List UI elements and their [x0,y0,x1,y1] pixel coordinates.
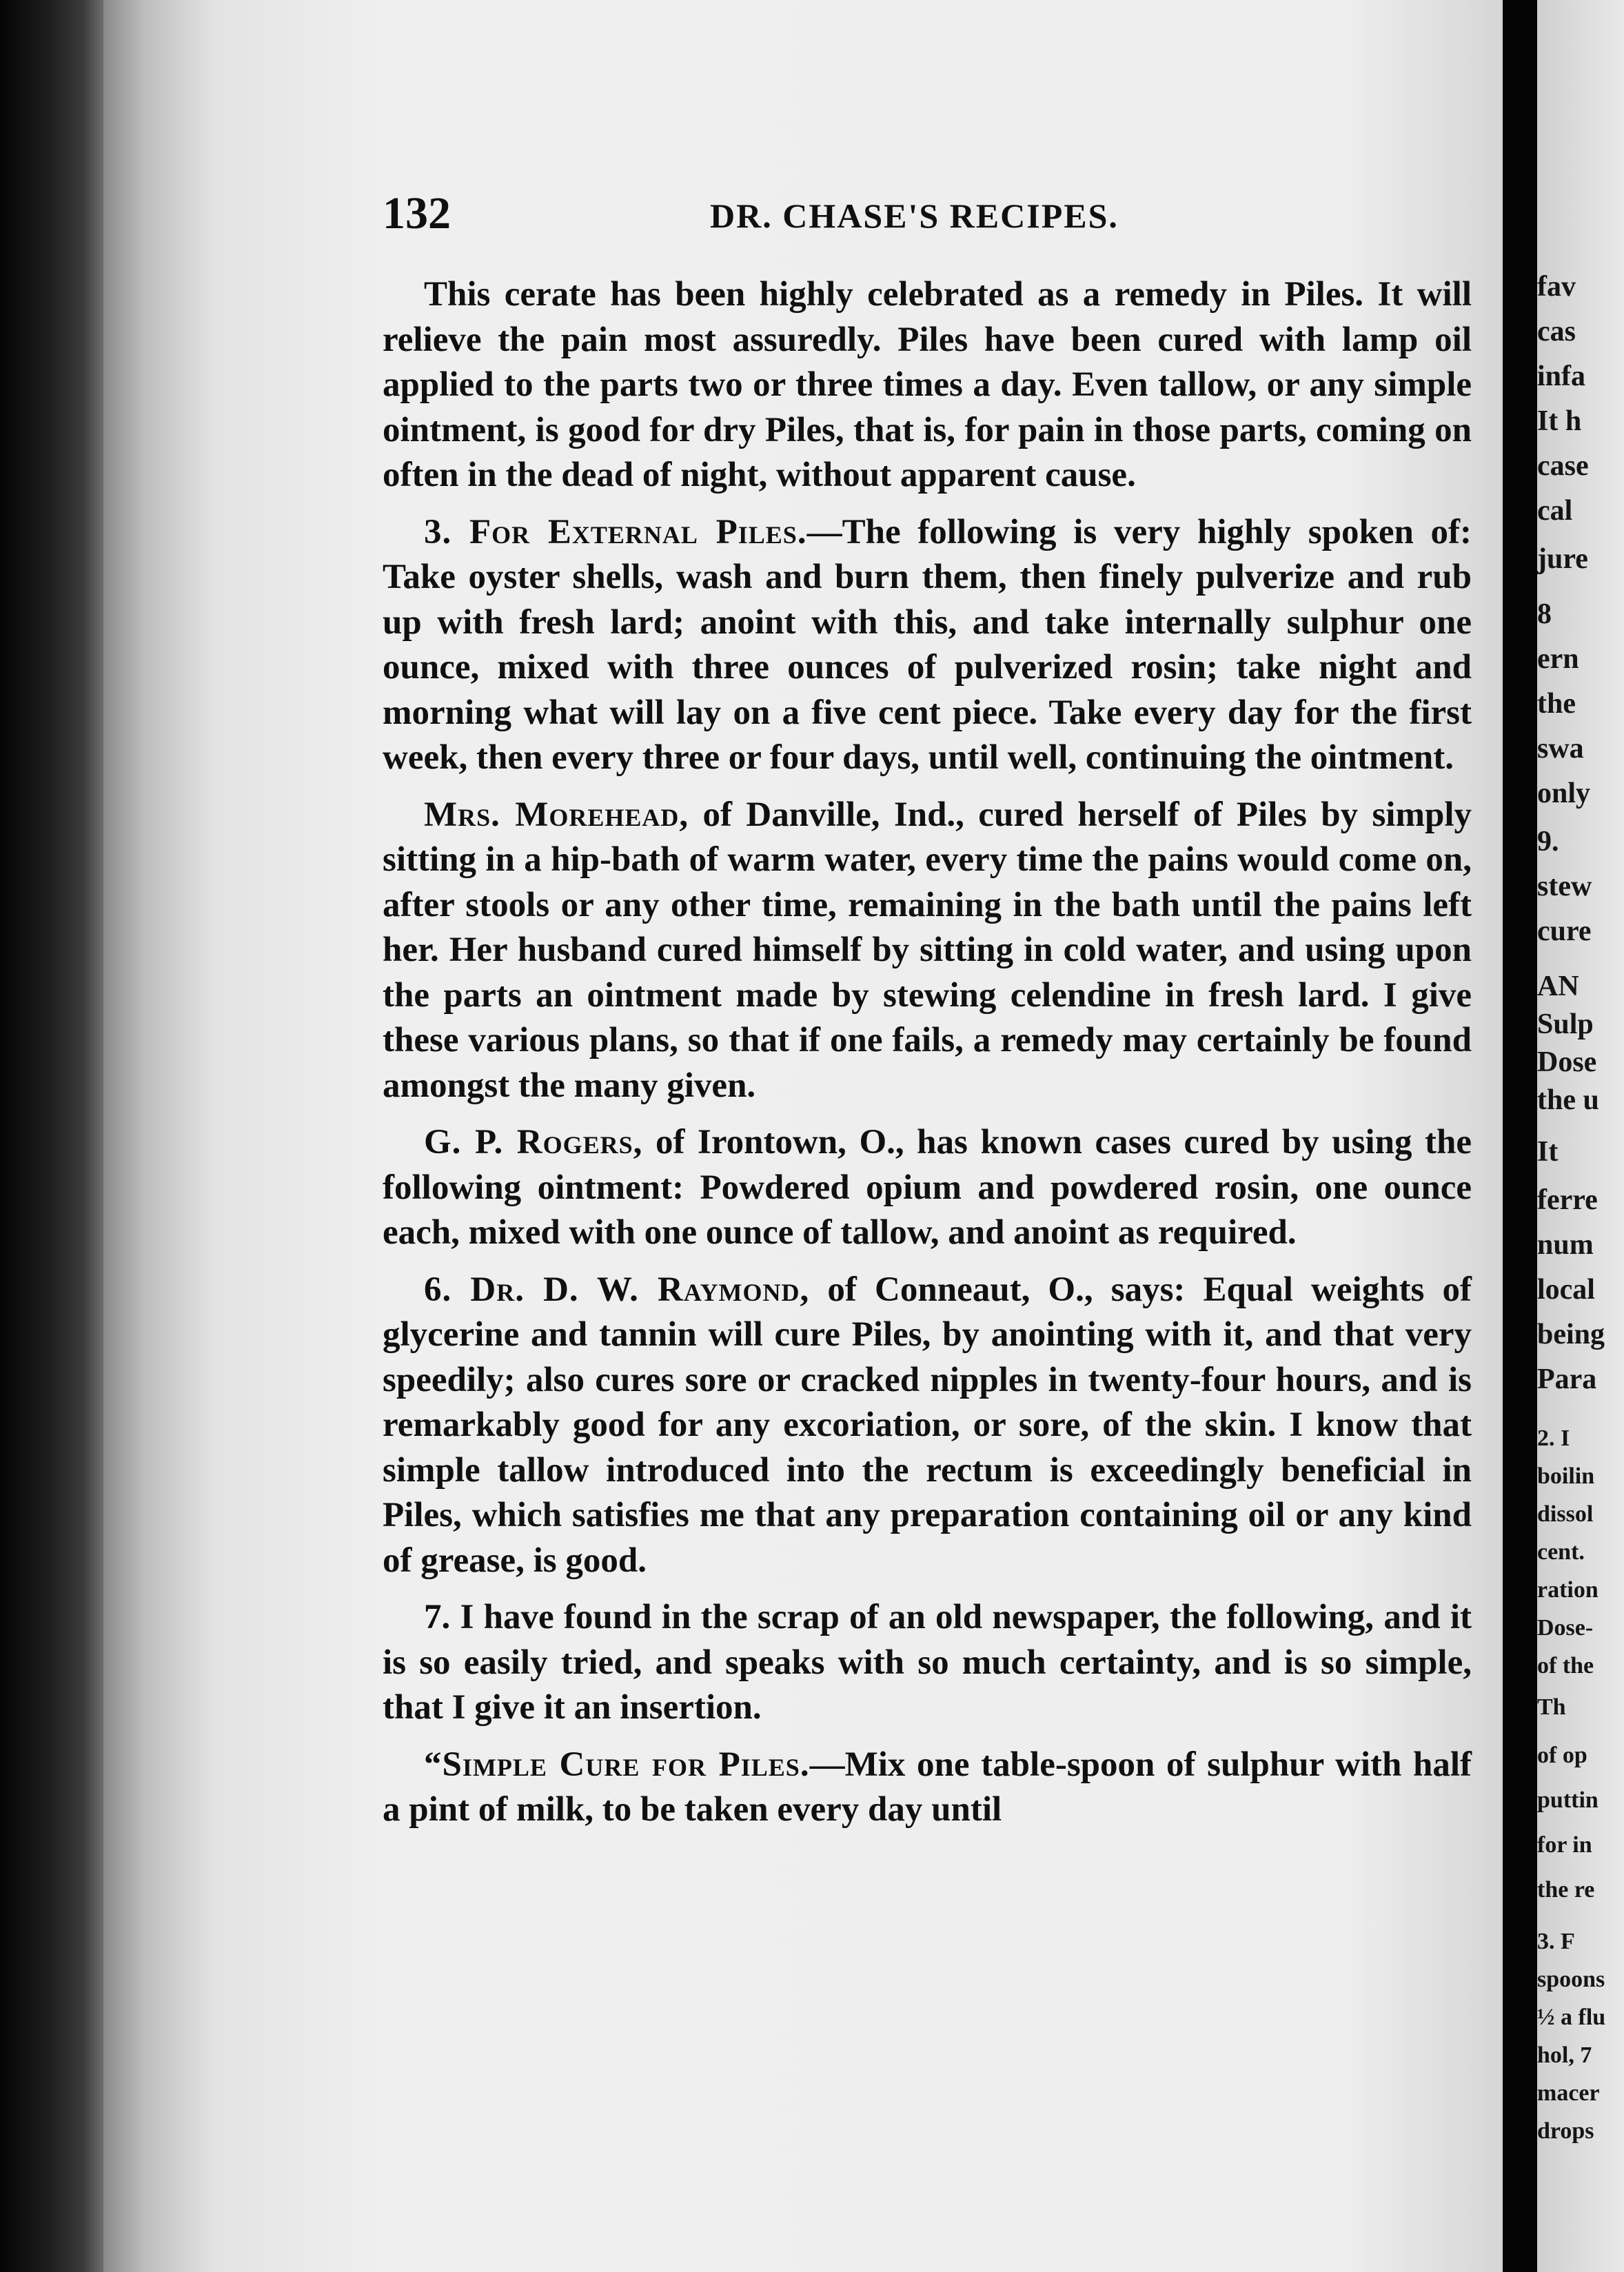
facing-page-fragment: Sulp [1537,1008,1594,1040]
paragraph-text: of Danville, Ind., cured herself of Piles by simply sitting in a hip-bath of warm water, every time the pains would come on, after stools or any other time, remaining in the bath until the pains left her. Her husband cured himself by sitting in cold water, and using upon the parts an ointment made by stewing celendine in fresh lard. I give these various plans, so that if one fails, a remedy may certainly be found amongst the many given. [383,795,1472,1105]
facing-page-fragment: macer [1537,2080,1600,2106]
page-number: 132 [383,188,451,239]
paragraph-text: —The following is very highly spoken of: Take oyster shells, wash and burn them, then finely pulverize and rub up with fresh lard; anoint with this, and take internally sulphur one ounce, mixed with three ounces of pulverized rosin; take night and morning what will lay on a five cent piece. Take every day for the first week, then every three or four days, until well, continuing the ointment. [383,512,1472,777]
facing-page-fragment: 3. F [1537,1929,1575,1954]
facing-page-fragment: Dose- [1537,1615,1594,1641]
facing-page-fragment: Para [1537,1363,1597,1395]
paragraph-rogers [383,1120,1472,1256]
paragraph-text: 7. I have found in the scrap of an old newspaper, the following, and it is so easily tried, and speaks with so much certainty, and is so simple, that I give it an insertion. [383,1598,1472,1727]
facing-page-fragment: dissol [1537,1501,1594,1527]
facing-page-fragment: ferre [1537,1184,1598,1216]
facing-page-fragment: spoons [1537,1967,1605,1992]
paragraph-raymond [383,1268,1472,1584]
recipe-text [383,272,1472,1845]
facing-page-fragment: ½ a flu [1537,2005,1606,2030]
facing-page-fragment: for in [1537,1832,1592,1858]
facing-page-fragment: It h [1537,405,1582,437]
paragraph-newspaper [383,1595,1472,1731]
paragraph-morehead [383,793,1472,1109]
paragraph-text: —Mix one table-spoon of sulphur with half a pint of milk, to be taken every day until [383,1745,1472,1829]
facing-page-fragment: the re [1537,1877,1595,1903]
facing-page-fragment: Th [1537,1694,1566,1720]
book-spine [0,0,103,2272]
paragraph-lead: G. P. Rogers, [424,1123,643,1162]
page-header [103,186,1503,248]
paragraph-simple-cure [383,1743,1472,1833]
paragraph-external-piles [383,510,1472,781]
facing-page-fragment: num [1537,1229,1594,1261]
facing-page-fragment: swa [1537,733,1584,764]
facing-page-fragment: drops [1537,2118,1594,2144]
facing-page-fragment: only [1537,778,1591,809]
facing-page-fragment: boilin [1537,1463,1595,1489]
facing-page-fragment: cal [1537,495,1573,527]
facing-page-fragment: hol, 7 [1537,2042,1592,2068]
facing-page-fragment: cent. [1537,1539,1585,1565]
facing-page-fragment: 9. [1537,826,1559,858]
facing-page-fragment: Dose [1537,1046,1597,1078]
paragraph-lead: Mrs. Morehead, [424,795,689,834]
facing-page-fragment: being [1537,1319,1605,1350]
facing-page-fragment: 2. I [1537,1426,1570,1451]
facing-page-fragment: puttin [1537,1787,1598,1813]
facing-page-fragment: local [1537,1274,1595,1306]
facing-page-fragment: infa [1537,361,1586,392]
facing-page-edge [1537,0,1624,2272]
facing-page-fragment: AN [1537,971,1579,1002]
paragraph-lead: 6. Dr. D. W. Raymond, [424,1270,810,1309]
running-head: DR. CHASE'S RECIPES. [710,196,1119,235]
facing-page-fragment: of op [1537,1743,1587,1768]
facing-page-fragment: ration [1537,1577,1598,1603]
paragraph-cerate [383,272,1472,498]
paragraph-text: This cerate has been highly celebrated as a remedy in Piles. It will relieve the pain most assuredly. Piles have been cured with lamp oil applied to the parts two or three times a day. Even tallow, or any simple ointment, is good for dry Piles, that is, for pain in those parts, coming on often in the dead of night, without apparent cause. [383,275,1472,494]
facing-page-fragment: ern [1537,643,1579,675]
facing-page-fragment: of the [1537,1653,1594,1678]
facing-page-fragment: case [1537,450,1589,482]
paragraph-text: of Conneaut, O., says: Equal weights of glycerine and tannin will cure Piles, by anointing with it, and that very speedily; also cures sore or cracked nipples in twenty-four hours, and is remarkably good for any excoriation, or sore, of the skin. I know that simple tallow introduced into the rectum is exceedingly beneficial in Piles, which satisfies me that any preparation containing oil or any kind of grease, is good. [383,1270,1472,1580]
paragraph-lead: “Simple Cure for Piles. [424,1745,810,1784]
facing-page-fragment: cure [1537,915,1592,947]
facing-page-fragment: fav [1537,271,1576,303]
facing-page-fragment: It [1537,1136,1559,1168]
facing-page-fragment: the [1537,688,1576,720]
facing-page-fragment: the u [1537,1084,1599,1116]
book-page [103,0,1503,2272]
facing-page-fragment: cas [1537,316,1576,347]
facing-page-fragment: stew [1537,871,1592,902]
facing-page-fragment: jure [1537,543,1588,575]
facing-page-fragment: 8 [1537,598,1552,630]
paragraph-lead: 3. For External Piles. [424,512,807,551]
paragraph-text: of Irontown, O., has known cases cured by using the following ointment: Powdered opium and powdered rosin, one ounce each, mixed with one ounce of tallow, and anoint as required. [383,1123,1472,1252]
page-gutter [1503,0,1537,2272]
